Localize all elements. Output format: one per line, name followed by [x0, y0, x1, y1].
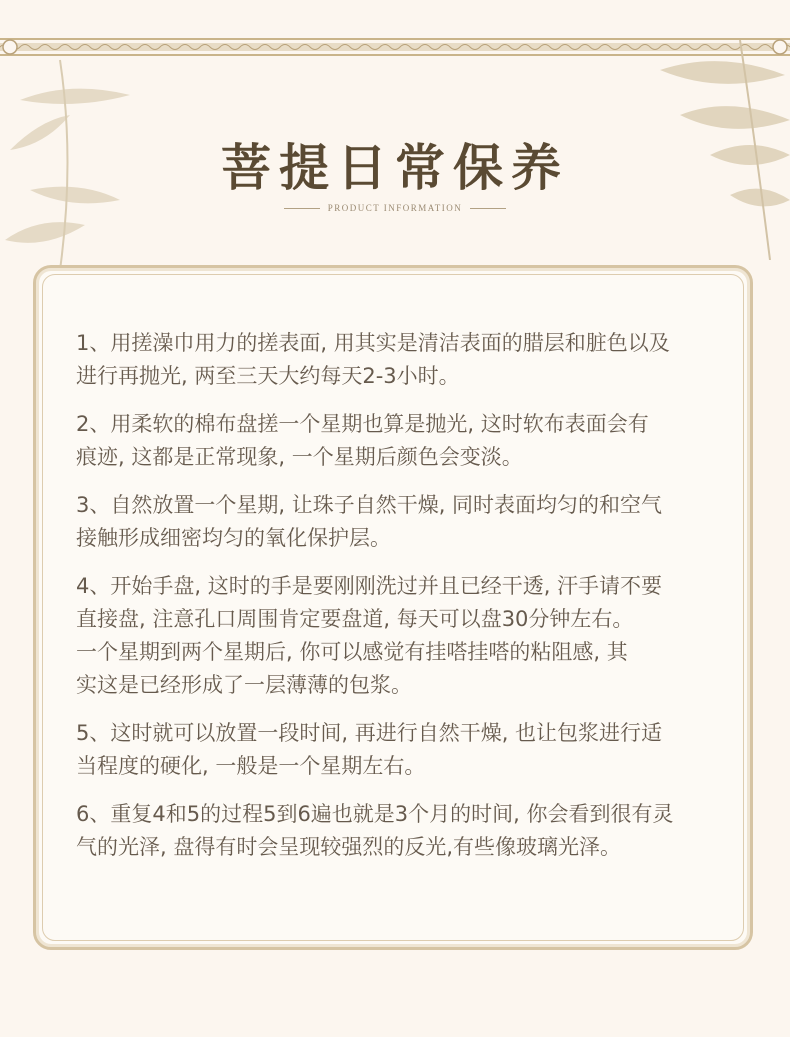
- instruction-step-4: 4、开始手盘, 这时的手是要刚刚洗过并且已经干透, 汗手请不要 直接盘, 注意孔口周围肯定要盘道, 每天可以盘30分钟左右。 一个星期到两个星期后, 你可以感觉有挂嗒挂嗒的粘阻感, 其 实这是已经形成了一层薄薄的包浆。: [76, 574, 663, 697]
- instruction-step-2: 2、用柔软的棉布盘搓一个星期也算是抛光, 这时软布表面会有 痕迹, 这都是正常现象, 一个星期后颜色会变淡。: [76, 412, 649, 469]
- page-title: 菩提日常保养: [221, 138, 569, 197]
- page-subtitle: PRODUCT INFORMATION: [327, 203, 463, 213]
- instruction-step-6: 6、重复4和5的过程5到6遍也就是3个月的时间, 你会看到很有灵 气的光泽, 盘得有时会呈现较强烈的反光,有些像玻璃光泽。: [76, 802, 674, 859]
- instruction-step-5: 5、这时就可以放置一段时间, 再进行自然干燥, 也让包浆进行适 当程度的硬化, 一般是一个星期左右。: [76, 721, 663, 778]
- subtitle-divider-right: [470, 208, 506, 209]
- maintenance-instructions: [76, 327, 731, 879]
- subtitle-divider-left: [284, 208, 320, 209]
- instruction-step-3: 3、自然放置一个星期, 让珠子自然干燥, 同时表面均匀的和空气 接触形成细密均匀的氧化保护层。: [76, 493, 663, 550]
- instruction-step-1: 1、用搓澡巾用力的搓表面, 用其实是清洁表面的腊层和脏色以及 进行再抛光, 两至三天大约每天2-3小时。: [76, 331, 670, 388]
- subtitle-row: [0, 203, 790, 213]
